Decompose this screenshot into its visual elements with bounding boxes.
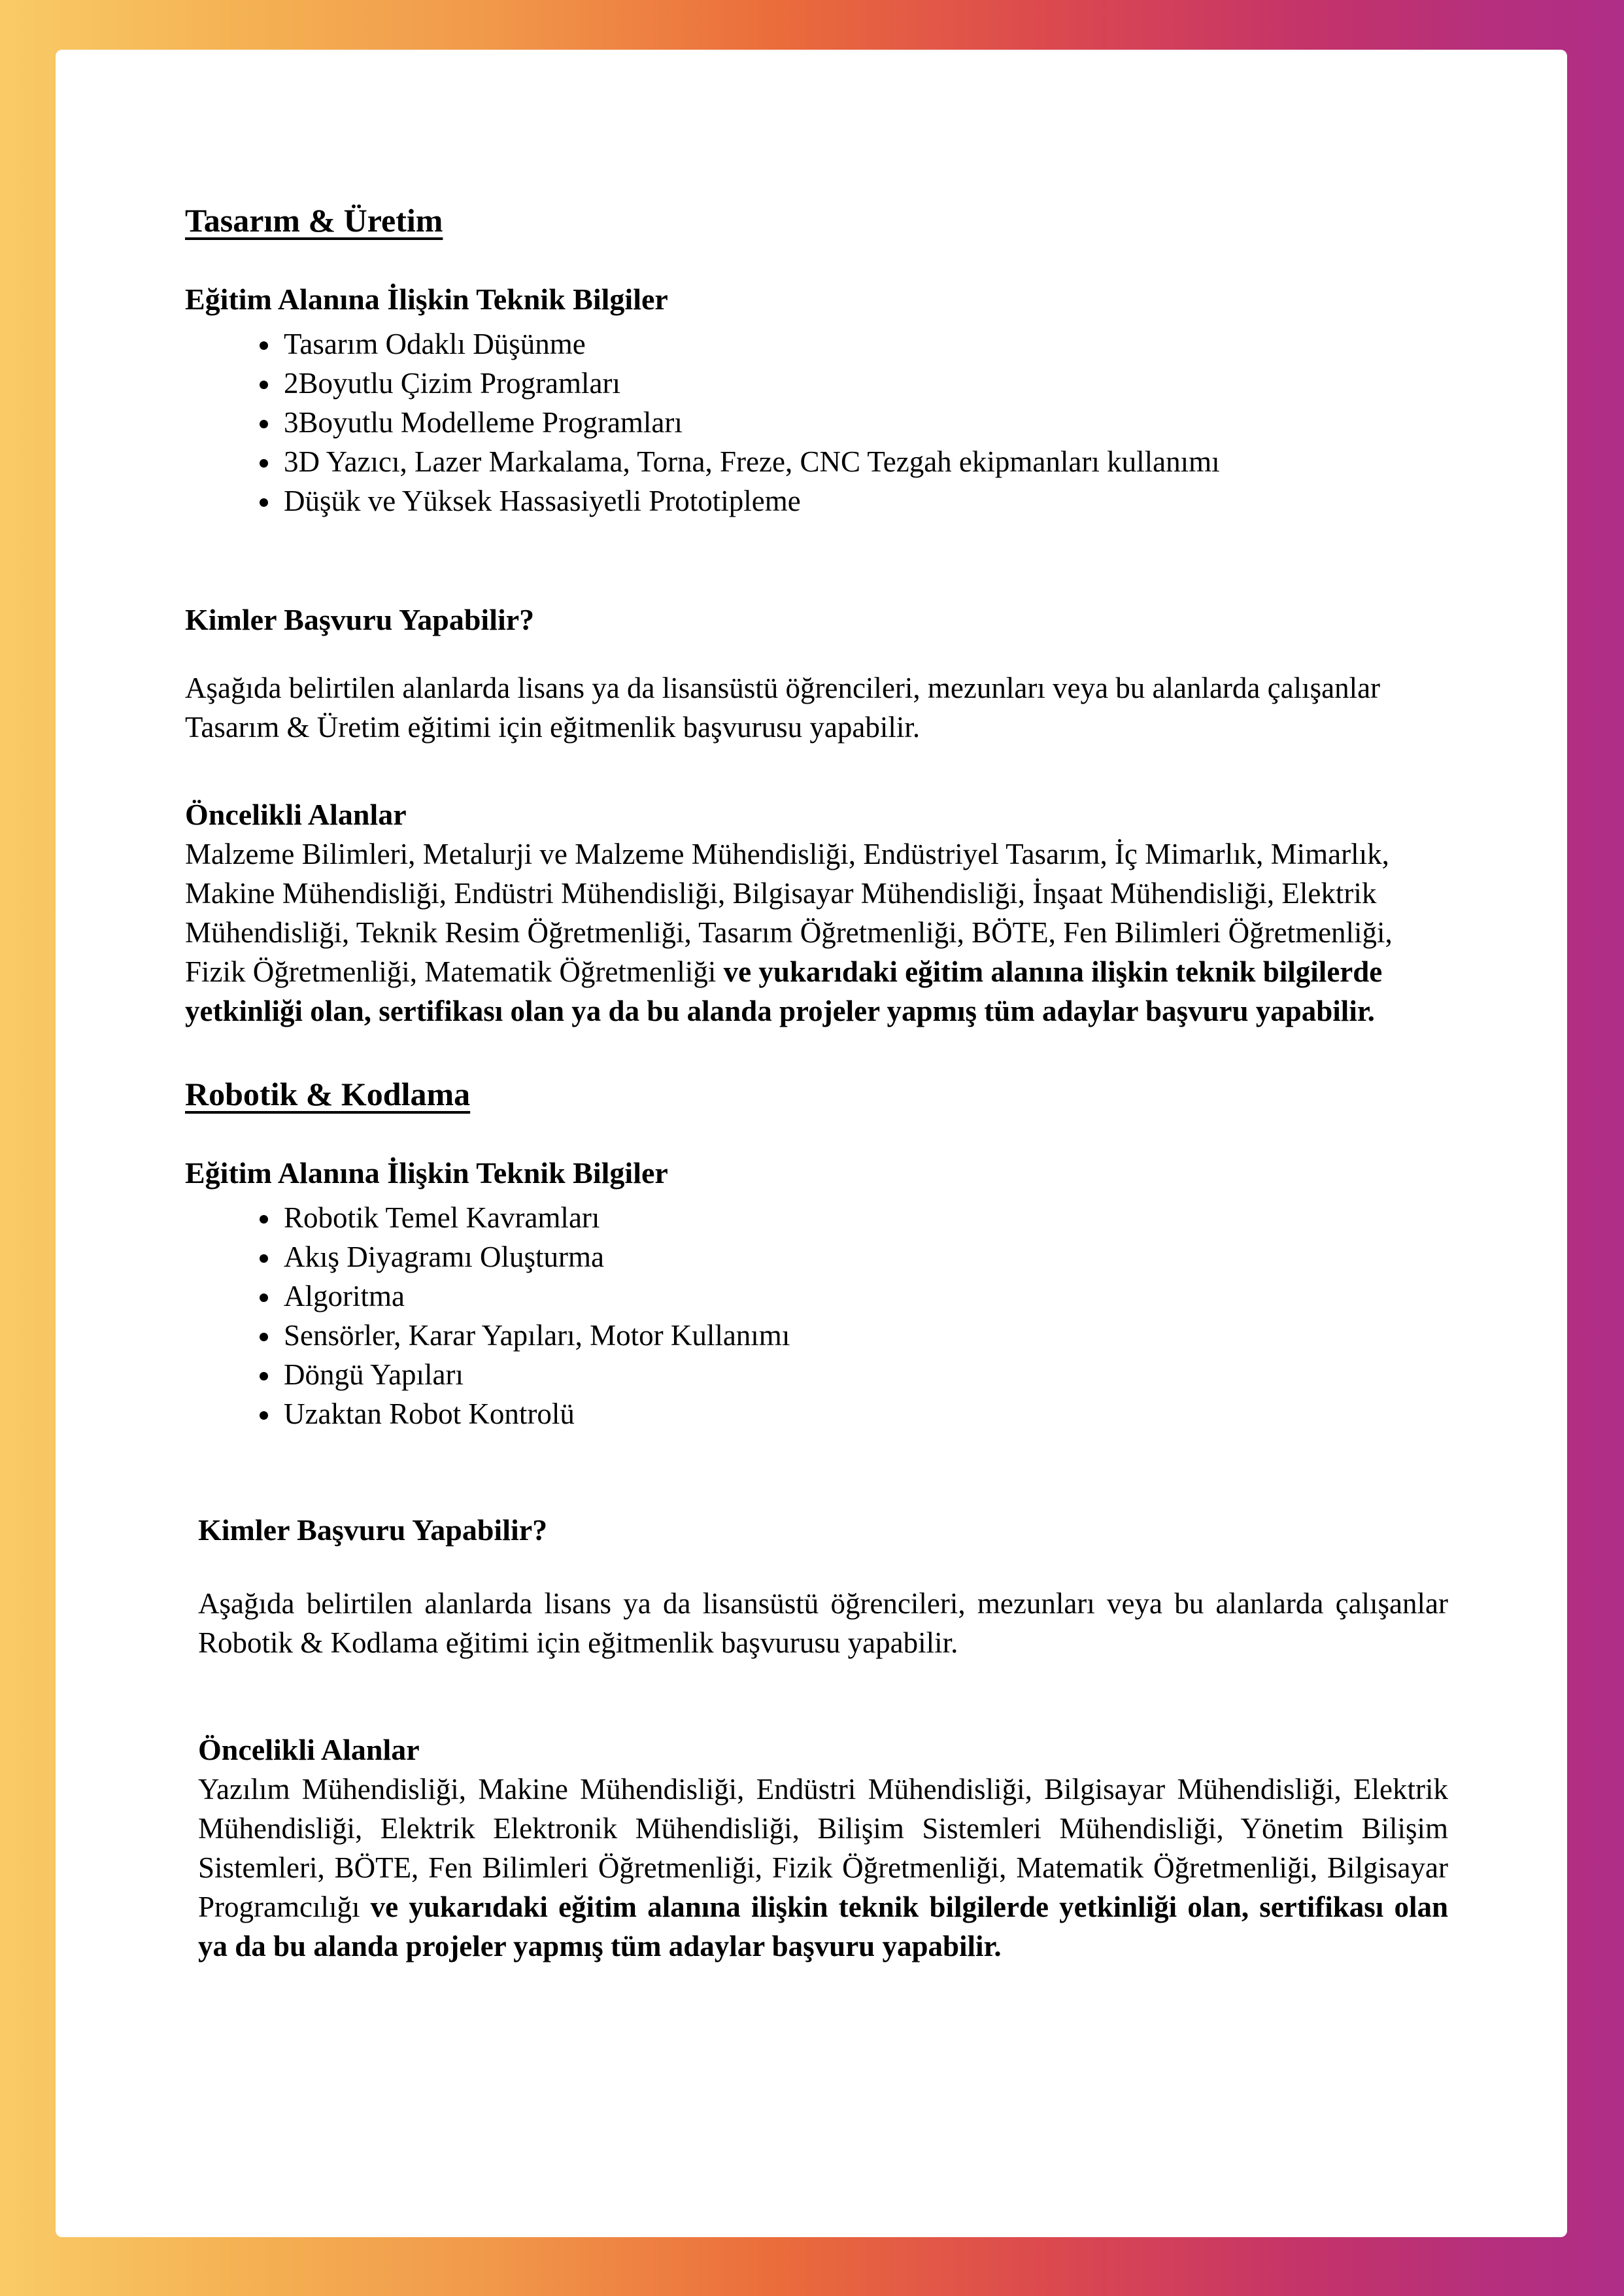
robotics-application-block bbox=[198, 1511, 1448, 1966]
robotics-who-heading: Kimler Başvuru Yapabilir? bbox=[198, 1513, 548, 1547]
design-priority-heading: Öncelikli Alanlar bbox=[185, 798, 407, 831]
robotics-priority-text-bold: ve yukarıdaki eğitim alanına ilişkin teknik bilgilerde yetkinliği olan, sertifikası olan ya da bu alanda projeler yapmış tüm adaylar başvuru yapabilir. bbox=[198, 1891, 1448, 1962]
list-item: • Düşük ve Yüksek Hassasiyetli Prototipleme bbox=[281, 481, 1448, 521]
list-item: • Uzaktan Robot Kontrolü bbox=[281, 1394, 1448, 1433]
design-section-title: Tasarım & Üretim bbox=[185, 202, 443, 239]
robotics-technical-heading: Eğitim Alanına İlişkin Teknik Bilgiler bbox=[185, 1156, 668, 1190]
robotics-priority-paragraph bbox=[198, 1770, 1448, 1966]
robotics-who-paragraph bbox=[198, 1584, 1448, 1662]
robotics-priority-heading: Öncelikli Alanlar bbox=[198, 1733, 420, 1766]
design-technical-list bbox=[185, 324, 1448, 521]
list-item: • Tasarım Odaklı Düşünme bbox=[281, 324, 1448, 364]
design-priority-paragraph bbox=[185, 834, 1448, 1031]
list-item: • 2Boyutlu Çizim Programları bbox=[281, 364, 1448, 403]
design-priority-text: Malzeme Bilimleri, Metalurji ve Malzeme Mühendisliği, Endüstriyel Tasarım, İç Mimarlık, Mimarlık, Makine Mühendisliği, Endüstri Mühendisliği, Bilgisayar Mühendisliği, İnşaat Mühendisliği, Elektrik Mühendisliği, Teknik Resim Öğretmenliği, Tasarım Öğretmenliği, BÖTE, Fen Bilimleri Öğretmenliği, Fizik Öğretmenliği, Matematik Öğretmenliği bbox=[185, 838, 1393, 988]
design-who-paragraph bbox=[185, 668, 1448, 747]
design-who-text: Aşağıda belirtilen alanlarda lisans ya da lisansüstü öğrencileri, mezunları veya bu alanlarda çalışanlar Tasarım & Üretim eğitimi için eğitmenlik başvurusu yapabilir. bbox=[185, 672, 1381, 744]
robotics-technical-list bbox=[185, 1198, 1448, 1433]
design-priority-text-bold: ve yukarıdaki eğitim alanına ilişkin teknik bilgilerde yetkinliği olan, sertifikası olan ya da bu alanda projeler yapmış tüm adaylar başvuru yapabilir. bbox=[185, 955, 1383, 1027]
robotics-who-text: Aşağıda belirtilen alanlarda lisans ya da lisansüstü öğrencileri, mezunları veya bu alanlarda çalışanlar Robotik & Kodlama eğitimi için eğitmenlik başvurusu yapabilir. bbox=[198, 1587, 1448, 1659]
list-item: • Akış Diyagramı Oluşturma bbox=[281, 1237, 1448, 1277]
document-content bbox=[56, 50, 1567, 2237]
list-item: • 3Boyutlu Modelleme Programları bbox=[281, 403, 1448, 442]
robotics-section-title: Robotik & Kodlama bbox=[185, 1076, 471, 1112]
design-technical-heading: Eğitim Alanına İlişkin Teknik Bilgiler bbox=[185, 283, 668, 316]
robotics-priority-text: Yazılım Mühendisliği, Makine Mühendisliği, Endüstri Mühendisliği, Bilgisayar Mühendisliği, Elektrik Mühendisliği, Elektrik Elektronik Mühendisliği, Bilişim Sistemleri Mühendisliği, Yönetim Bilişim Sistemleri, BÖTE, Fen Bilimleri Öğretmenliği, Fizik Öğretmenliği, Matematik Öğretmenliği, Bilgisayar Programcılığı bbox=[198, 1773, 1448, 1923]
design-who-heading: Kimler Başvuru Yapabilir? bbox=[185, 603, 535, 636]
list-item: • Döngü Yapıları bbox=[281, 1355, 1448, 1394]
document-sheet bbox=[56, 50, 1567, 2237]
list-item: • Algoritma bbox=[281, 1277, 1448, 1316]
list-item: • Sensörler, Karar Yapıları, Motor Kullanımı bbox=[281, 1316, 1448, 1355]
list-item: • 3D Yazıcı, Lazer Markalama, Torna, Freze, CNC Tezgah ekipmanları kullanımı bbox=[281, 442, 1448, 481]
list-item: • Robotik Temel Kavramları bbox=[281, 1198, 1448, 1237]
